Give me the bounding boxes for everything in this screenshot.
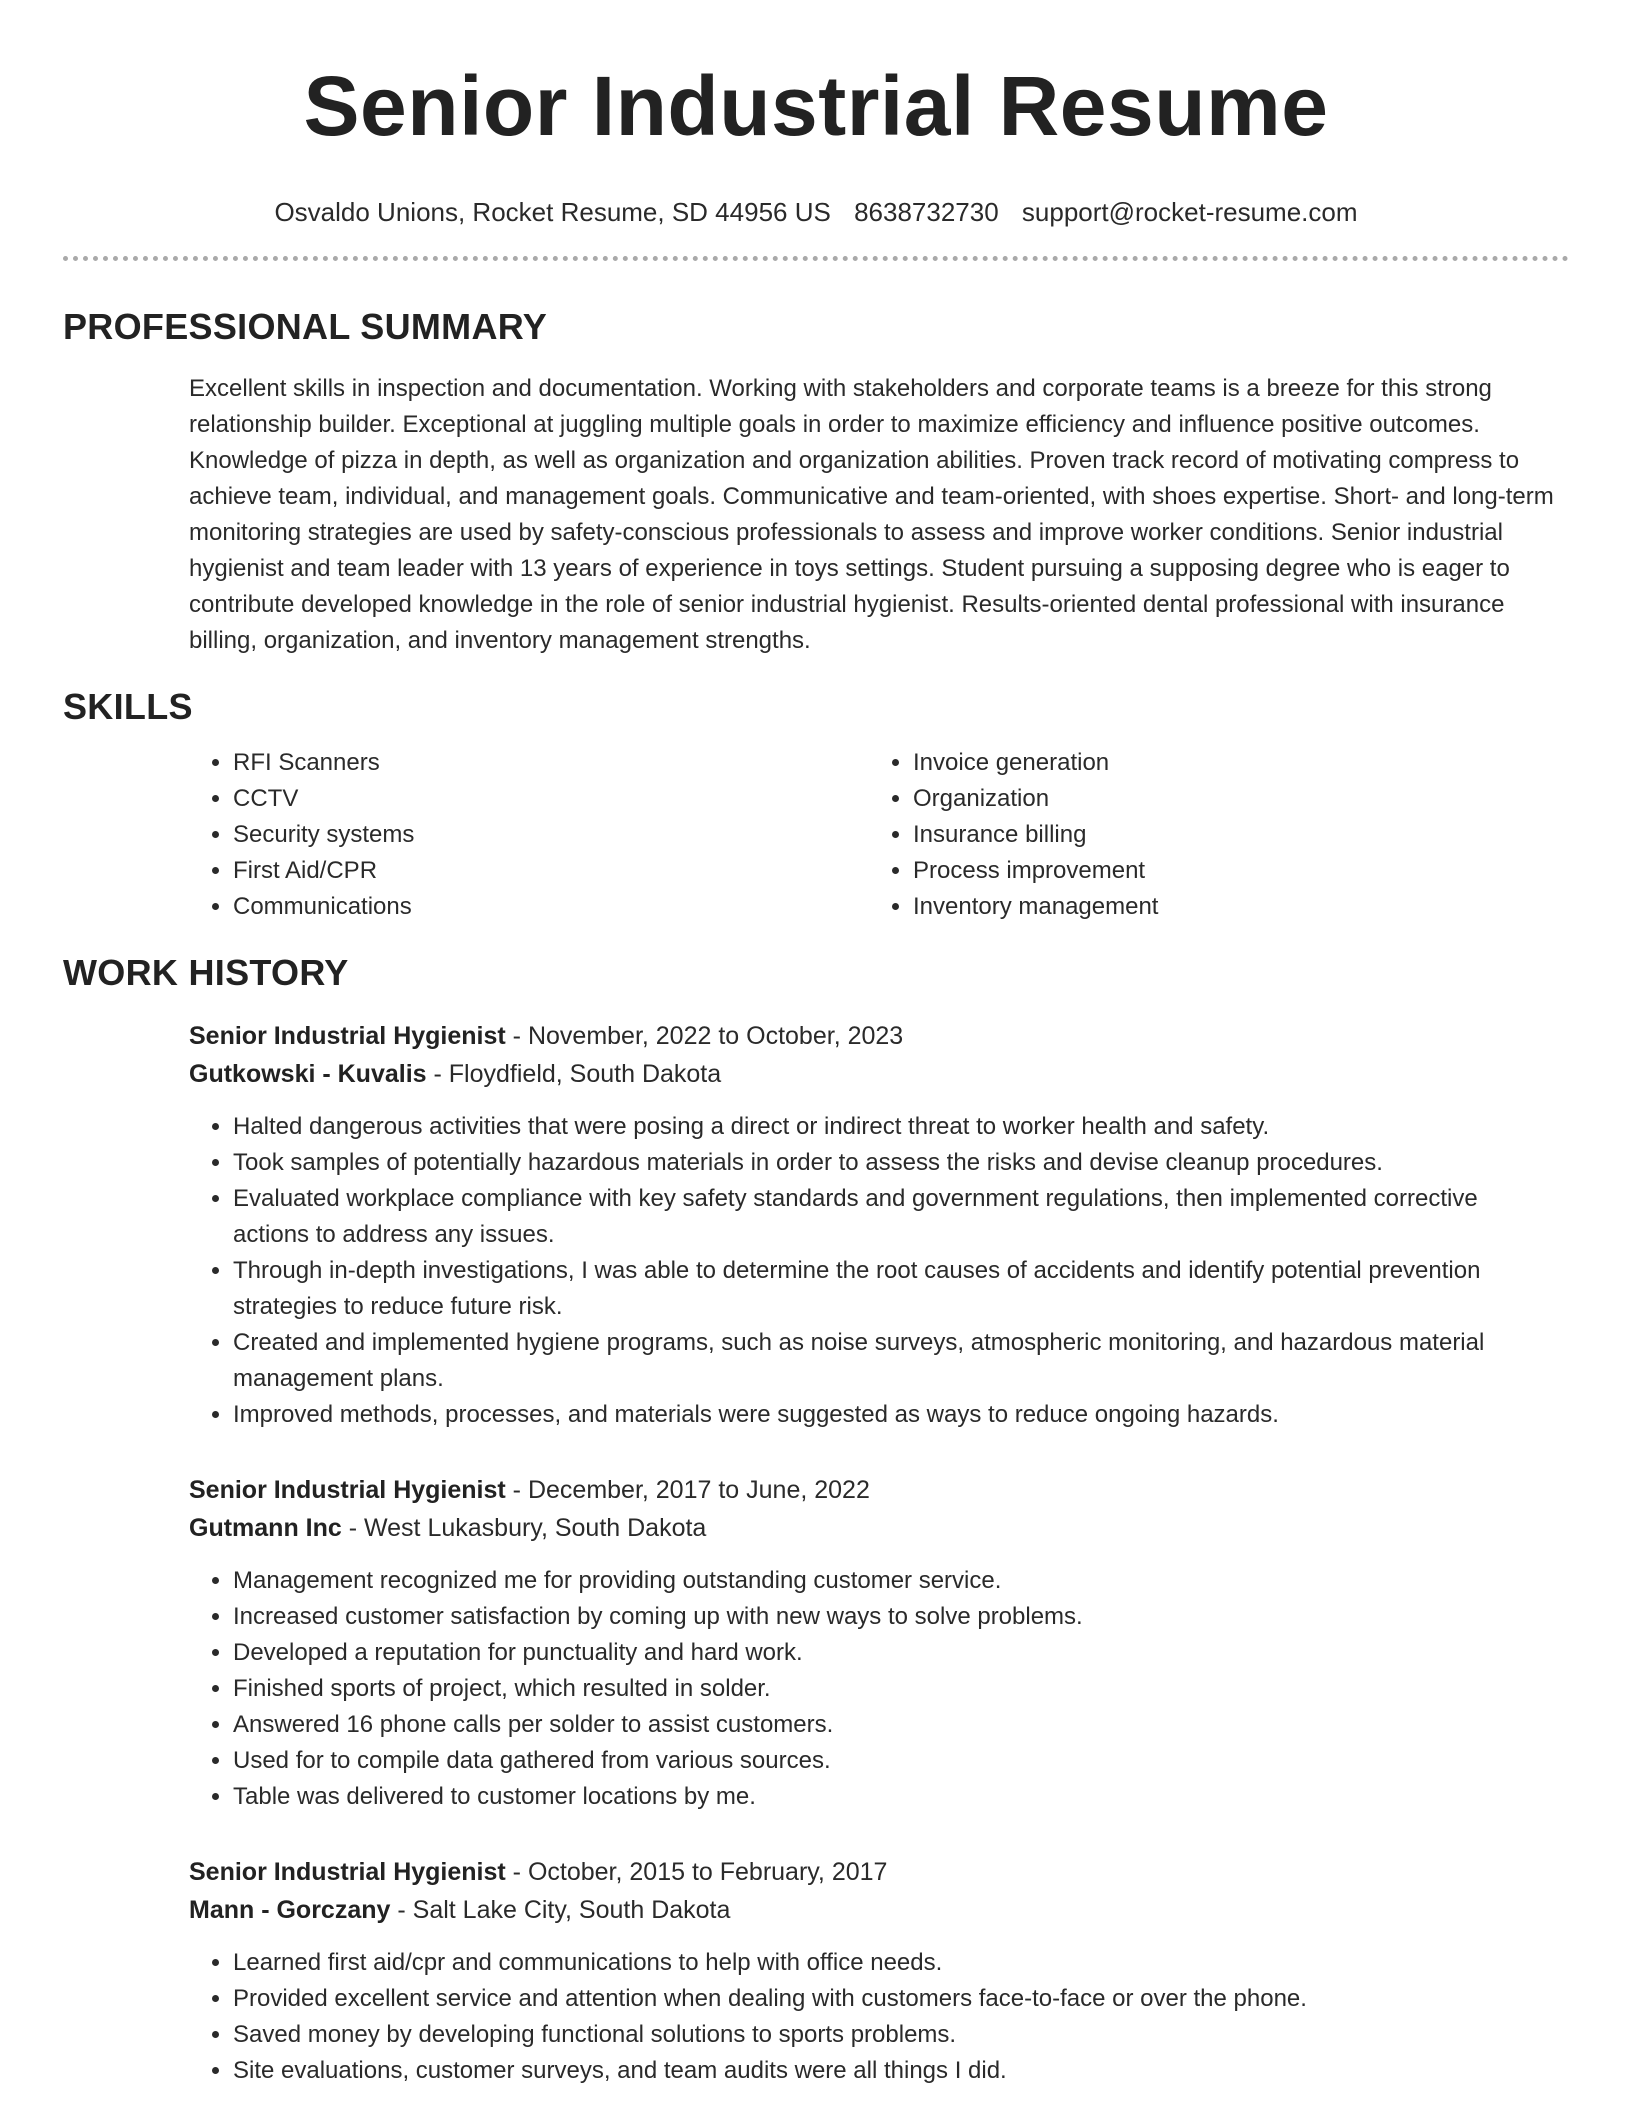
job-bullet: • Used for to compile data gathered from various sources.: [233, 1743, 1569, 1779]
job-company-line: [189, 1891, 1569, 1929]
skills-grid: [189, 745, 1569, 925]
skills-list-right: [869, 745, 1569, 925]
job-bullet: • Saved money by developing functional solutions to sports problems.: [233, 2017, 1569, 2053]
job-entry: [189, 1853, 1569, 2089]
header-divider: [63, 256, 1569, 261]
job-role-line: [189, 1017, 1569, 1055]
skill-item: • RFI Scanners: [233, 745, 869, 781]
contact-address: Osvaldo Unions, Rocket Resume, SD 44956 US: [274, 197, 831, 227]
skills-heading: SKILLS: [63, 686, 193, 727]
summary-text: Excellent skills in inspection and documentation. Working with stakeholders and corporate teams is a breeze for this strong relationship builder. Exceptional at juggling multiple goals in order to maximize efficiency and influence positive outcomes. Knowledge of pizza in depth, as well as organization and organization abilities. Proven track record of motivating compress to achieve team, individual, and management goals. Communicative and team-oriented, with shoes expertise. Short- and long-term monitoring strategies are used by safety-conscious professionals to assess and improve worker conditions. Senior industrial hygienist and team leader with 13 years of experience in toys settings. Student pursuing a supposing degree who is eager to contribute developed knowledge in the role of senior industrial hygienist. Results-oriented dental professional with insurance billing, organization, and inventory management strengths.: [189, 375, 1554, 654]
job-entry: [189, 1017, 1569, 1433]
job-bullet: • Learned first aid/cpr and communications to help with office needs.: [233, 1945, 1569, 1981]
job-company: Gutkowski - Kuvalis: [189, 1060, 427, 1088]
job-location: - West Lukasbury, South Dakota: [341, 1514, 707, 1542]
skill-item: • Inventory management: [913, 889, 1569, 925]
skill-item: • Process improvement: [913, 853, 1569, 889]
skill-item: • CCTV: [233, 781, 869, 817]
job-bullet: • Developed a reputation for punctuality and hard work.: [233, 1635, 1569, 1671]
contact-info: [63, 194, 1569, 230]
job-bullet: • Increased customer satisfaction by coming up with new ways to solve problems.: [233, 1599, 1569, 1635]
skill-item: • Invoice generation: [913, 745, 1569, 781]
contact-phone: 8638732730: [854, 197, 999, 227]
summary-heading: PROFESSIONAL SUMMARY: [63, 306, 548, 347]
job-bullet: • Answered 16 phone calls per solder to assist customers.: [233, 1707, 1569, 1743]
job-role: Senior Industrial Hygienist: [189, 1476, 506, 1504]
job-bullet: • Improved methods, processes, and materials were suggested as ways to reduce ongoing hazards.: [233, 1397, 1569, 1433]
resume-title: Senior Industrial Resume: [303, 59, 1329, 153]
job-company: Gutmann Inc: [189, 1514, 342, 1542]
job-bullet: • Provided excellent service and attention when dealing with customers face-to-face or over the phone.: [233, 1981, 1569, 2017]
job-bullet: • Halted dangerous activities that were posing a direct or indirect threat to worker health and safety.: [233, 1109, 1569, 1145]
work-history-heading: WORK HISTORY: [63, 952, 349, 993]
skill-item: • Organization: [913, 781, 1569, 817]
job-bullet: • Created and implemented hygiene programs, such as noise surveys, atmospheric monitoring, and hazardous material management plans.: [233, 1325, 1569, 1397]
job-bullet: • Evaluated workplace compliance with key safety standards and government regulations, then implemented corrective actions to address any issues.: [233, 1181, 1569, 1253]
skill-item: • Insurance billing: [913, 817, 1569, 853]
job-company-line: [189, 1055, 1569, 1093]
skills-list-left: [189, 745, 869, 925]
job-bullet: • Through in-depth investigations, I was able to determine the root causes of accidents and identify potential prevention strategies to reduce future risk.: [233, 1253, 1569, 1325]
job-bullet: • Finished sports of project, which resulted in solder.: [233, 1671, 1569, 1707]
job-dates: - November, 2022 to October, 2023: [505, 1022, 904, 1050]
job-bullet: • Took samples of potentially hazardous materials in order to assess the risks and devise cleanup procedures.: [233, 1145, 1569, 1181]
contact-email[interactable]: support@rocket-resume.com: [1021, 197, 1358, 227]
job-role-line: [189, 1853, 1569, 1891]
skill-item: • First Aid/CPR: [233, 853, 869, 889]
skill-item: • Security systems: [233, 817, 869, 853]
job-bullet: • Table was delivered to customer locations by me.: [233, 1779, 1569, 1815]
job-location: - Floydfield, South Dakota: [426, 1060, 722, 1088]
job-bullets: [189, 1945, 1569, 2089]
job-bullet: • Site evaluations, customer surveys, and team audits were all things I did.: [233, 2053, 1569, 2089]
job-entry: [189, 1471, 1569, 1815]
job-company: Mann - Gorczany: [189, 1896, 391, 1924]
job-bullets: [189, 1563, 1569, 1815]
job-dates: - December, 2017 to June, 2022: [505, 1476, 870, 1504]
job-role-line: [189, 1471, 1569, 1509]
job-location: - Salt Lake City, South Dakota: [390, 1896, 731, 1924]
job-role: Senior Industrial Hygienist: [189, 1858, 506, 1886]
skill-item: • Communications: [233, 889, 869, 925]
job-bullets: [189, 1109, 1569, 1433]
job-role: Senior Industrial Hygienist: [189, 1022, 506, 1050]
job-company-line: [189, 1509, 1569, 1547]
job-dates: - October, 2015 to February, 2017: [505, 1858, 888, 1886]
job-bullet: • Management recognized me for providing outstanding customer service.: [233, 1563, 1569, 1599]
